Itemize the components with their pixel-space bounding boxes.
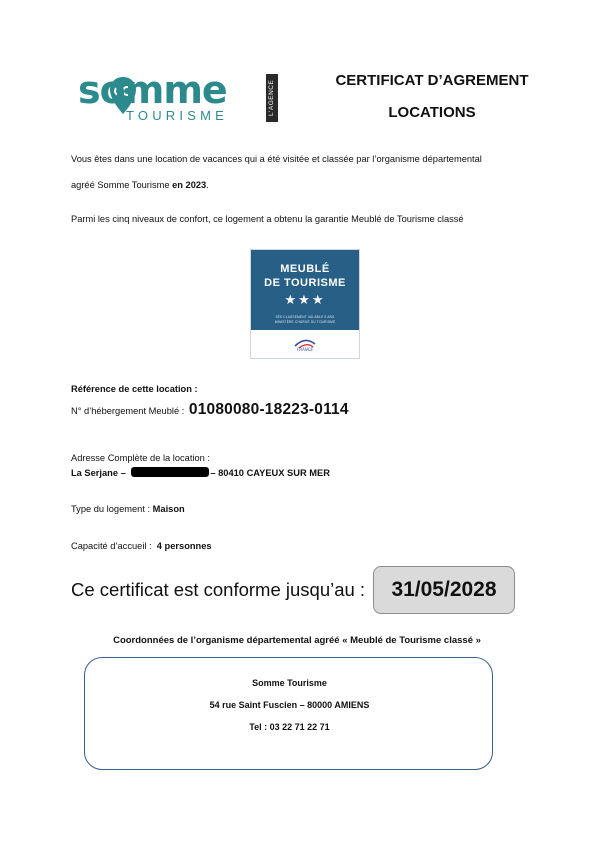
badge-small-2: MINISTÈRE CHARGÉ DU TOURISME xyxy=(274,320,336,324)
logo-tag: L'AGENCE xyxy=(266,74,278,122)
intro-year: en 2023 xyxy=(172,180,207,190)
svg-text:FRANCE: FRANCE xyxy=(296,347,314,352)
capacity-label: Capacité d’accueil : xyxy=(71,541,157,551)
intro-line-2-text: agréé Somme Tourisme xyxy=(71,180,173,190)
badge-line-2: DE TOURISME xyxy=(264,277,346,289)
intro-line-1: Vous êtes dans une location de vacances qui a été visitée et classée par l’organisme départemental xyxy=(71,154,482,164)
badge-line-1: MEUBLÉ xyxy=(280,263,330,275)
intro-line-2 xyxy=(71,180,209,190)
contact-phone: Tel : 03 22 71 22 71 xyxy=(249,722,330,732)
page-subtitle: LOCATIONS xyxy=(388,104,476,121)
badge-panel xyxy=(251,250,359,330)
contact-box xyxy=(84,657,493,770)
capacity-line xyxy=(71,541,212,551)
badge-stars: ★★★ xyxy=(284,292,326,307)
badge-small-1: 3ÈS CLASSEMENT VALABLE 5 ANS xyxy=(275,315,335,319)
type-line xyxy=(71,504,185,514)
address-label: Adresse Complète de la location : xyxy=(71,453,211,463)
address-value xyxy=(71,467,330,478)
redacted-street xyxy=(131,467,209,477)
coordinates-heading: Coordonnées de l’organisme départemental agréé « Meublé de Tourisme classé » xyxy=(113,635,481,646)
contact-name: Somme Tourisme xyxy=(252,678,327,688)
reference-number: 01080080-18223-0114 xyxy=(188,401,349,418)
logo-word: somme xyxy=(78,68,227,112)
type-value: Maison xyxy=(152,504,185,514)
validity-label: Ce certificat est conforme jusqu’au : xyxy=(71,579,366,600)
type-label: Type du logement : xyxy=(71,504,153,514)
somme-tourisme-logo xyxy=(78,70,278,126)
address-name: La Serjane – xyxy=(71,468,129,478)
address-city: – 80410 CAYEUX SUR MER xyxy=(210,468,330,478)
meuble-tourisme-badge xyxy=(250,249,360,359)
logo-subtitle: TOURISME xyxy=(126,108,228,123)
contact-address: 54 rue Saint Fuscien – 80000 AMIENS xyxy=(209,700,370,710)
validity-date: 31/05/2028 xyxy=(373,566,515,614)
page-title: CERTIFICAT D’AGREMENT xyxy=(335,72,529,89)
reference-label: N° d’hébergement Meublé : xyxy=(71,406,187,416)
capacity-value: 4 personnes xyxy=(156,541,212,551)
reference-line xyxy=(71,401,349,419)
marianne-logo-icon xyxy=(289,334,321,352)
intro-line-2-end: . xyxy=(206,180,209,190)
reference-heading: Référence de cette location : xyxy=(71,384,198,394)
intro-line-3: Parmi les cinq niveaux de confort, ce logement a obtenu la garantie Meublé de Tourisme classé xyxy=(71,214,464,224)
